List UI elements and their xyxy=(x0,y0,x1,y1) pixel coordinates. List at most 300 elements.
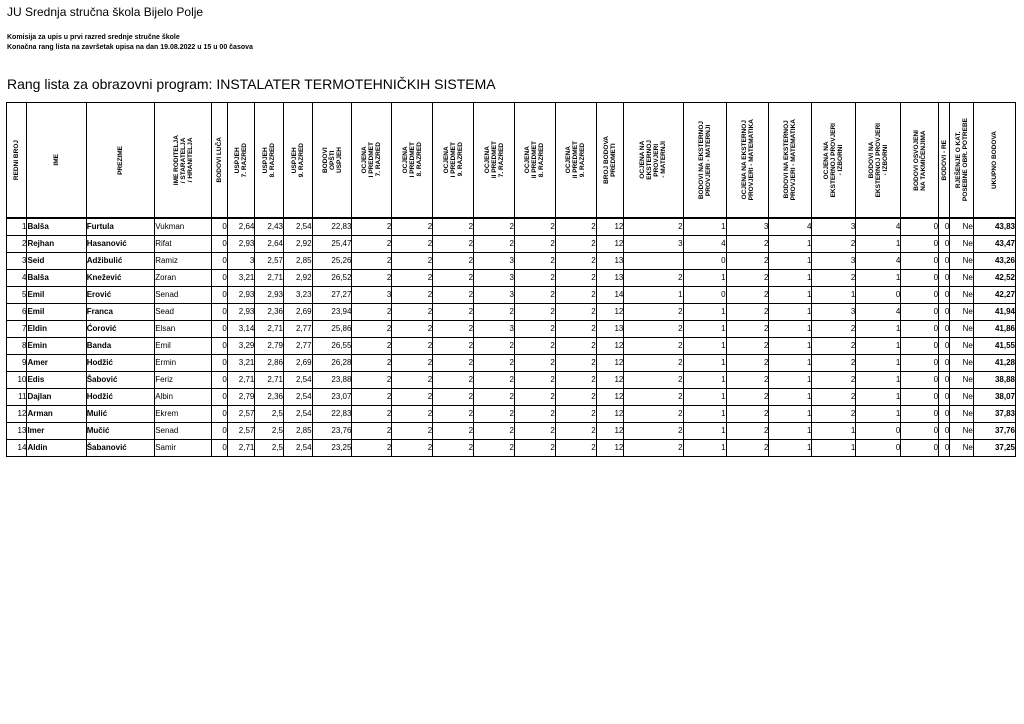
column-header xyxy=(433,103,474,219)
table-row xyxy=(7,236,1016,253)
table-cell: Zoran xyxy=(155,270,212,287)
table-cell: 2 xyxy=(514,338,555,355)
table-cell: 2 xyxy=(624,304,683,321)
table-cell: Arman xyxy=(27,406,86,423)
table-cell: 0 xyxy=(901,440,939,457)
column-header xyxy=(227,103,255,219)
table-cell: 1 xyxy=(856,406,901,423)
table-cell: Seid xyxy=(27,253,86,270)
column-header xyxy=(312,103,352,219)
table-cell: 23,07 xyxy=(312,389,352,406)
table-cell: 2 xyxy=(392,236,433,253)
table-cell: 2 xyxy=(392,218,433,236)
table-cell: 2,71 xyxy=(227,440,255,457)
column-header xyxy=(86,103,154,219)
table-cell: 2 xyxy=(624,338,683,355)
table-cell: 1 xyxy=(683,355,726,372)
table-cell: 41,55 xyxy=(973,338,1015,355)
table-cell: 2 xyxy=(514,355,555,372)
column-header xyxy=(624,103,683,219)
table-cell: Šabanović xyxy=(86,440,154,457)
table-cell: 1 xyxy=(769,355,812,372)
table-cell: 2 xyxy=(555,389,596,406)
column-header-label: OCJENA I PREDMET 8. RAZRED xyxy=(401,142,423,178)
table-cell: 0 xyxy=(939,270,950,287)
table-cell: 42,52 xyxy=(973,270,1015,287)
column-header xyxy=(973,103,1015,219)
table-cell: 2 xyxy=(812,236,856,253)
table-cell: 2 xyxy=(433,236,474,253)
table-cell: 3 xyxy=(726,218,769,236)
table-cell: 0 xyxy=(939,338,950,355)
table-cell: 12 xyxy=(596,440,624,457)
table-cell: 2,71 xyxy=(227,372,255,389)
table-cell: 2,36 xyxy=(255,304,284,321)
table-cell: 2 xyxy=(555,321,596,338)
table-cell: 0 xyxy=(901,321,939,338)
table-cell: Eldin xyxy=(27,321,86,338)
table-cell: 3 xyxy=(352,287,392,304)
table-cell: 13 xyxy=(7,423,27,440)
column-header xyxy=(683,103,726,219)
table-header-row xyxy=(7,103,1016,219)
table-cell: 23,88 xyxy=(312,372,352,389)
column-header-label: BODOVI NA EKSTERNOJ PROVJERI - MATEMATIKA xyxy=(783,119,798,201)
table-cell: 0 xyxy=(939,218,950,236)
table-cell: 2,93 xyxy=(227,304,255,321)
table-cell: 2 xyxy=(726,270,769,287)
table-cell: 0 xyxy=(901,253,939,270)
table-cell: 1 xyxy=(683,270,726,287)
table-cell: 0 xyxy=(212,321,227,338)
table-cell: 2 xyxy=(433,270,474,287)
table-cell: 2 xyxy=(433,304,474,321)
table-cell: 2 xyxy=(7,236,27,253)
program-title: Rang lista za obrazovni program: INSTALATER TERMOTEHNIČKIH SISTEMA xyxy=(7,76,496,92)
column-header-label: BODOVI - RE xyxy=(940,139,948,181)
table-cell: 22,83 xyxy=(312,406,352,423)
table-cell: 25,47 xyxy=(312,236,352,253)
table-cell: 1 xyxy=(812,423,856,440)
table-cell: 2 xyxy=(474,236,515,253)
table-cell: 1 xyxy=(769,321,812,338)
table-cell: 23,94 xyxy=(312,304,352,321)
table-row xyxy=(7,406,1016,423)
table-cell: 1 xyxy=(624,287,683,304)
column-header-label: IME xyxy=(53,154,61,166)
table-row xyxy=(7,423,1016,440)
column-header-label: IME RODITELJA / STARATELJA / HRANITELJA xyxy=(172,134,194,186)
table-cell: 2,36 xyxy=(255,389,284,406)
table-cell: Ermin xyxy=(155,355,212,372)
column-header xyxy=(155,103,212,219)
table-cell: Hodžić xyxy=(86,389,154,406)
table-cell: 2,54 xyxy=(283,218,312,236)
table-cell: Knežević xyxy=(86,270,154,287)
table-row xyxy=(7,338,1016,355)
table-cell: 1 xyxy=(683,440,726,457)
column-header xyxy=(769,103,812,219)
table-cell: 2,93 xyxy=(227,236,255,253)
table-cell: 2,93 xyxy=(227,287,255,304)
table-cell: Ne xyxy=(950,270,974,287)
table-cell: 3,21 xyxy=(227,270,255,287)
table-cell: 2 xyxy=(514,304,555,321)
table-cell: 2 xyxy=(352,406,392,423)
table-cell: 2,57 xyxy=(227,406,255,423)
table-row xyxy=(7,270,1016,287)
table-cell: 2 xyxy=(514,389,555,406)
table-cell: 2 xyxy=(812,355,856,372)
column-header-label: OCJENA II PREDMET 9. RAZRED xyxy=(565,141,587,179)
column-header-label: PREZIME xyxy=(116,145,124,175)
table-cell: 0 xyxy=(901,338,939,355)
table-cell: 0 xyxy=(939,355,950,372)
table-cell: 2 xyxy=(514,270,555,287)
table-cell: 2 xyxy=(352,423,392,440)
column-header-label: UKUPNO BODOVA xyxy=(990,130,998,190)
table-cell: Edis xyxy=(27,372,86,389)
table-cell: 2 xyxy=(555,423,596,440)
table-cell: 2,5 xyxy=(255,440,284,457)
table-cell: 2,93 xyxy=(255,287,284,304)
table-cell: 6 xyxy=(7,304,27,321)
table-cell: 0 xyxy=(901,218,939,236)
table-cell: 2 xyxy=(624,218,683,236)
table-cell: 2,69 xyxy=(283,355,312,372)
table-cell: 2 xyxy=(555,253,596,270)
table-cell: Ne xyxy=(950,253,974,270)
column-header xyxy=(950,103,974,219)
table-cell: Ne xyxy=(950,304,974,321)
column-header-label: OCJENA NA EKSTERNOJ PROVJERI - IZBORNI xyxy=(823,122,845,198)
table-cell: 2 xyxy=(433,321,474,338)
table-cell: 2,85 xyxy=(283,423,312,440)
table-cell: 26,28 xyxy=(312,355,352,372)
table-cell: 23,25 xyxy=(312,440,352,457)
table-cell: 0 xyxy=(901,270,939,287)
table-cell: Emil xyxy=(27,304,86,321)
table-cell: 2 xyxy=(514,218,555,236)
table-cell: Hasanović xyxy=(86,236,154,253)
table-cell: 2 xyxy=(433,355,474,372)
table-cell: 2 xyxy=(555,304,596,321)
table-cell: Ramiz xyxy=(155,253,212,270)
table-cell: 12 xyxy=(596,406,624,423)
table-cell: 0 xyxy=(901,423,939,440)
table-cell: 0 xyxy=(901,372,939,389)
table-cell: 2 xyxy=(726,440,769,457)
table-cell: Elsan xyxy=(155,321,212,338)
table-cell: 1 xyxy=(683,338,726,355)
table-cell: 1 xyxy=(683,218,726,236)
table-cell: 0 xyxy=(212,218,227,236)
column-header-label: OCJENA II PREDMET 7. RAZRED xyxy=(483,141,505,179)
table-cell: 4 xyxy=(856,253,901,270)
table-cell: 2 xyxy=(474,338,515,355)
table-cell: Samir xyxy=(155,440,212,457)
table-cell: 0 xyxy=(939,236,950,253)
table-cell: 2 xyxy=(352,440,392,457)
table-cell: 0 xyxy=(212,406,227,423)
table-cell: 0 xyxy=(939,389,950,406)
table-cell: 2 xyxy=(555,355,596,372)
table-cell: 2 xyxy=(624,389,683,406)
column-header xyxy=(474,103,515,219)
rank-table xyxy=(6,102,1016,457)
table-cell: 2,92 xyxy=(283,236,312,253)
table-cell: 1 xyxy=(856,236,901,253)
column-header xyxy=(27,103,86,219)
table-cell: Ne xyxy=(950,423,974,440)
table-cell: 2 xyxy=(433,372,474,389)
table-cell: 4 xyxy=(856,218,901,236)
table-cell: 0 xyxy=(212,372,227,389)
table-cell: 3 xyxy=(624,236,683,253)
table-cell: 2 xyxy=(624,372,683,389)
table-cell: 1 xyxy=(683,406,726,423)
table-cell: 2 xyxy=(392,389,433,406)
table-cell: 4 xyxy=(7,270,27,287)
table-cell: 3,14 xyxy=(227,321,255,338)
table-cell: 0 xyxy=(856,423,901,440)
table-cell: 2 xyxy=(352,389,392,406)
table-cell: Dajlan xyxy=(27,389,86,406)
table-cell: 2 xyxy=(392,321,433,338)
table-cell: Franca xyxy=(86,304,154,321)
table-cell: 2 xyxy=(812,372,856,389)
table-cell: Adžibulić xyxy=(86,253,154,270)
table-cell: Emil xyxy=(27,287,86,304)
table-cell: 43,83 xyxy=(973,218,1015,236)
table-cell: 8 xyxy=(7,338,27,355)
table-cell: 2 xyxy=(514,372,555,389)
table-cell: Mulić xyxy=(86,406,154,423)
table-cell: 1 xyxy=(683,321,726,338)
table-cell: Emin xyxy=(27,338,86,355)
table-cell: 2 xyxy=(352,253,392,270)
table-cell: 3 xyxy=(474,321,515,338)
table-cell: Ne xyxy=(950,355,974,372)
table-cell: 4 xyxy=(683,236,726,253)
column-header-label: BODOVI NA EKSTERNOJ PROVJERI - IZBORNI xyxy=(867,122,889,198)
table-cell: 0 xyxy=(683,253,726,270)
table-cell: Senad xyxy=(155,423,212,440)
table-cell: 1 xyxy=(769,253,812,270)
table-cell: 2 xyxy=(726,304,769,321)
table-cell: 14 xyxy=(596,287,624,304)
column-header xyxy=(212,103,227,219)
table-cell: Senad xyxy=(155,287,212,304)
table-cell: 23,76 xyxy=(312,423,352,440)
table-cell: 41,28 xyxy=(973,355,1015,372)
school-name: JU Srednja stručna škola Bijelo Polje xyxy=(7,5,204,19)
table-cell: 5 xyxy=(7,287,27,304)
column-header-label: OCJENA I PREDMET 7. RAZRED xyxy=(361,142,383,178)
table-cell: Ne xyxy=(950,406,974,423)
table-cell: Banda xyxy=(86,338,154,355)
table-cell: 12 xyxy=(596,218,624,236)
table-cell: 1 xyxy=(812,287,856,304)
table-cell: 2 xyxy=(474,389,515,406)
table-cell: 2 xyxy=(624,270,683,287)
table-cell: Aldin xyxy=(27,440,86,457)
table-cell: 27,27 xyxy=(312,287,352,304)
table-cell: 2 xyxy=(474,218,515,236)
table-cell: 2 xyxy=(474,406,515,423)
table-cell: 2 xyxy=(726,406,769,423)
table-cell: 11 xyxy=(7,389,27,406)
table-cell: 2,79 xyxy=(227,389,255,406)
table-cell: 7 xyxy=(7,321,27,338)
table-cell: 3 xyxy=(812,218,856,236)
table-cell: Imer xyxy=(27,423,86,440)
table-cell: 2 xyxy=(352,270,392,287)
table-cell: 2,54 xyxy=(283,440,312,457)
column-header xyxy=(596,103,624,219)
table-cell: 2 xyxy=(392,270,433,287)
table-cell: 3,21 xyxy=(227,355,255,372)
table-cell: Ne xyxy=(950,321,974,338)
table-cell: 2 xyxy=(433,423,474,440)
table-cell: 1 xyxy=(856,270,901,287)
table-cell: 2 xyxy=(352,372,392,389)
table-cell: Ne xyxy=(950,372,974,389)
table-cell: 1 xyxy=(683,389,726,406)
column-header-label: BODOVI OSVOJENI NA TAKMIČENJIMA xyxy=(912,129,927,191)
table-cell: 1 xyxy=(7,218,27,236)
table-cell: 1 xyxy=(769,423,812,440)
table-cell: 0 xyxy=(212,287,227,304)
table-cell: 0 xyxy=(212,355,227,372)
table-cell: 2 xyxy=(392,406,433,423)
table-cell: 3,29 xyxy=(227,338,255,355)
table-cell: Ne xyxy=(950,218,974,236)
table-cell: Feriz xyxy=(155,372,212,389)
table-cell: 2 xyxy=(392,253,433,270)
table-cell: Rifat xyxy=(155,236,212,253)
table-cell: Ne xyxy=(950,236,974,253)
column-header xyxy=(856,103,901,219)
column-header-label: USPJEH 7. RAZRED xyxy=(234,142,249,178)
table-cell: Ćorović xyxy=(86,321,154,338)
table-cell: 12 xyxy=(596,338,624,355)
table-cell: Ne xyxy=(950,338,974,355)
table-cell: 1 xyxy=(769,270,812,287)
table-cell: 2 xyxy=(474,440,515,457)
table-cell: 2,57 xyxy=(227,423,255,440)
table-cell: 2 xyxy=(812,338,856,355)
table-cell: Hodžić xyxy=(86,355,154,372)
table-cell: 2 xyxy=(392,338,433,355)
table-cell: 2 xyxy=(352,218,392,236)
table-cell: 3 xyxy=(474,270,515,287)
table-cell: 2,77 xyxy=(283,338,312,355)
table-cell: 2 xyxy=(812,270,856,287)
table-cell: 1 xyxy=(683,372,726,389)
table-cell: Šabović xyxy=(86,372,154,389)
table-cell: Mučić xyxy=(86,423,154,440)
column-header xyxy=(352,103,392,219)
table-cell: 0 xyxy=(212,338,227,355)
table-cell: 2,57 xyxy=(255,253,284,270)
commission-label: Komisija za upis u prvi razred srednje stručne škole xyxy=(7,34,180,41)
table-cell: Amer xyxy=(27,355,86,372)
table-cell: 2 xyxy=(433,389,474,406)
table-cell: 0 xyxy=(856,440,901,457)
table-cell: 13 xyxy=(596,253,624,270)
column-header-label: BROJ BODOVA PREDMETI xyxy=(603,136,618,184)
table-cell: 0 xyxy=(901,355,939,372)
table-cell: 2 xyxy=(392,440,433,457)
table-cell: Ne xyxy=(950,440,974,457)
table-cell: 0 xyxy=(939,287,950,304)
table-cell: 1 xyxy=(769,372,812,389)
table-cell: 12 xyxy=(596,304,624,321)
table-cell: 38,88 xyxy=(973,372,1015,389)
table-row xyxy=(7,372,1016,389)
table-row xyxy=(7,389,1016,406)
table-cell: 0 xyxy=(212,423,227,440)
table-cell: 2,5 xyxy=(255,406,284,423)
table-cell: 0 xyxy=(683,287,726,304)
column-header-label: USPJEH 9. RAZRED xyxy=(290,142,305,178)
table-cell: 2 xyxy=(514,321,555,338)
column-header-label: BODOVI LUČA xyxy=(216,137,224,183)
column-header-label: RJEŠENJE O KAT. POSEBNE OBR. POTREBE xyxy=(954,118,969,202)
table-cell: 2 xyxy=(726,253,769,270)
column-header xyxy=(555,103,596,219)
column-header-label: OCJENA NA EKSTERNOJ PROVJERI - MATERNJI xyxy=(639,140,668,180)
table-cell: 12 xyxy=(596,423,624,440)
table-cell: 2 xyxy=(555,270,596,287)
table-cell: 0 xyxy=(901,287,939,304)
column-header xyxy=(7,103,27,219)
column-header-label: OCJENA II PREDMET 8. RAZRED xyxy=(524,141,546,179)
table-cell: 2 xyxy=(392,304,433,321)
table-cell: 2 xyxy=(624,406,683,423)
table-cell: 4 xyxy=(856,304,901,321)
table-cell: 2 xyxy=(474,372,515,389)
table-cell: 2 xyxy=(555,372,596,389)
table-cell: 3 xyxy=(474,287,515,304)
table-cell: Emil xyxy=(155,338,212,355)
table-cell: 1 xyxy=(683,304,726,321)
table-cell: 2,64 xyxy=(255,236,284,253)
table-cell: 1 xyxy=(769,406,812,423)
table-cell: 1 xyxy=(769,236,812,253)
table-cell: 0 xyxy=(856,287,901,304)
table-cell: 2 xyxy=(624,440,683,457)
table-cell: 37,76 xyxy=(973,423,1015,440)
column-header xyxy=(514,103,555,219)
table-cell: 3 xyxy=(812,304,856,321)
column-header xyxy=(255,103,284,219)
table-cell: 2 xyxy=(555,440,596,457)
table-row xyxy=(7,253,1016,270)
table-cell: Ekrem xyxy=(155,406,212,423)
table-cell: 2,86 xyxy=(255,355,284,372)
table-cell: Albin xyxy=(155,389,212,406)
table-cell: 2 xyxy=(352,355,392,372)
table-cell: 2 xyxy=(555,406,596,423)
table-cell: 0 xyxy=(212,253,227,270)
table-cell: 0 xyxy=(939,372,950,389)
table-cell: 1 xyxy=(856,321,901,338)
table-cell: 0 xyxy=(939,423,950,440)
table-cell: 2 xyxy=(555,287,596,304)
table-cell: 2 xyxy=(624,423,683,440)
